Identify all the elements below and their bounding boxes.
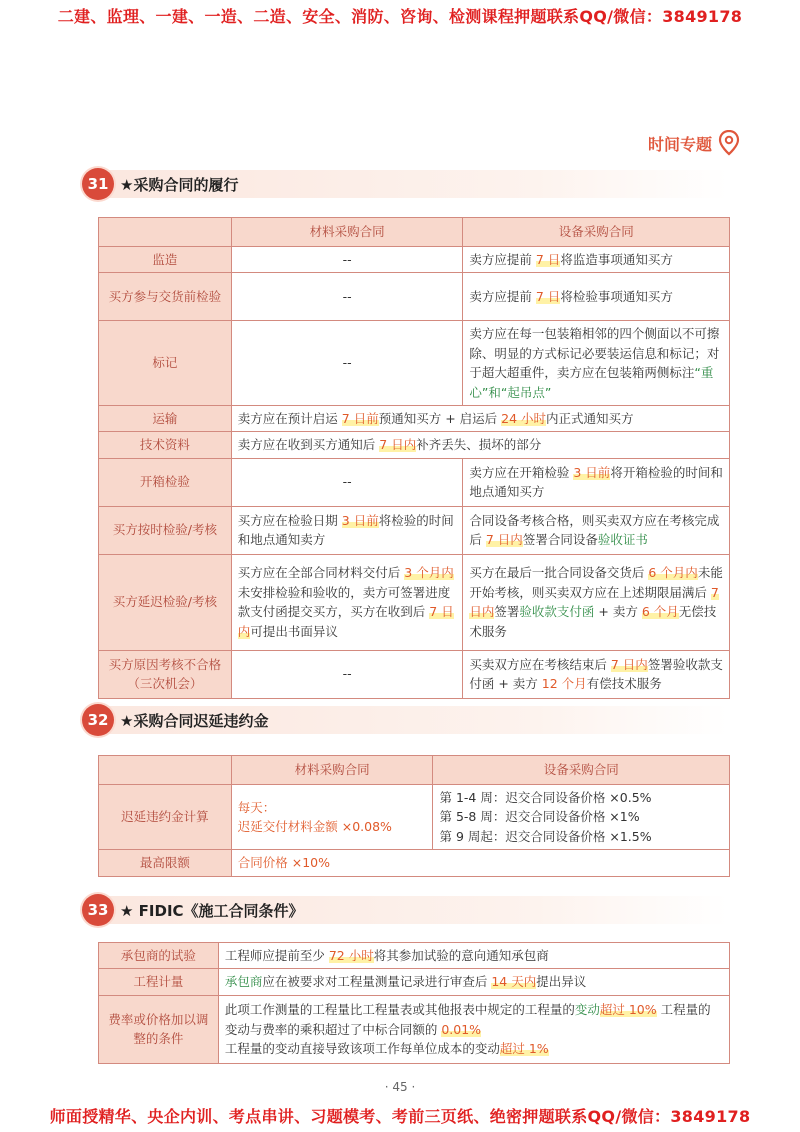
shared-cell: 卖方应在收到买方通知后 7 日内补齐丢失、损坏的部分 bbox=[231, 432, 729, 458]
material-cell bbox=[231, 785, 433, 850]
section-33-header bbox=[88, 896, 728, 924]
table-header-row bbox=[99, 756, 730, 785]
equipment-cell bbox=[433, 785, 730, 850]
table-row bbox=[99, 458, 730, 506]
top-banner: 二建、监理、一建、一造、二造、安全、消防、咨询、检测课程押题联系QQ/微信：3849178 bbox=[57, 7, 743, 26]
equipment-cell: 买方在最后一批合同设备交货后 6 个月内未能开始考核，则买卖双方应在上述期限届满后 7 日内签署验收款支付函 + 卖方 6 个月无偿技术服务 bbox=[463, 554, 730, 650]
section-title: ★采购合同迟延违约金 bbox=[120, 711, 269, 730]
row-label: 买方延迟检验/考核 bbox=[99, 554, 232, 650]
purchase-contract-performance-table bbox=[98, 217, 730, 699]
material-cell: -- bbox=[231, 321, 463, 406]
table-row bbox=[99, 247, 730, 273]
row-label: 最高限额 bbox=[99, 850, 232, 876]
equipment-cell: 卖方应提前 7 日将监造事项通知买方 bbox=[463, 247, 730, 273]
value-cell: 承包商应在被要求对工程量测量记录进行审查后 14 天内提出异议 bbox=[218, 969, 729, 995]
delay-penalty-table bbox=[98, 755, 730, 877]
penalty-material-formula: 迟延交付材料金额 ×0.08% bbox=[237, 819, 392, 835]
section-number-badge: 31 bbox=[82, 168, 114, 200]
row-label: 技术资料 bbox=[99, 432, 232, 458]
table-row bbox=[99, 969, 730, 995]
topic-label: 时间专题 bbox=[647, 134, 712, 154]
table-row bbox=[99, 432, 730, 458]
col-header: 材料采购合同 bbox=[231, 218, 463, 247]
equipment-cell: 卖方应在每一包装箱相邻的四个侧面以不可擦除、明显的方式标记必要装运信息和标记；对于超大超重件，卖方应在包装箱两侧标注“重心”和“起吊点” bbox=[463, 321, 730, 406]
col-header: 材料采购合同 bbox=[231, 756, 433, 785]
penalty-daily-label: 每天： bbox=[237, 799, 276, 815]
material-cell: 买方应在全部合同材料交付后 3 个月内未安排检验和验收的，卖方可签署进度款支付函提交买方，买方在收到后 7 日内可提出书面异议 bbox=[231, 554, 463, 650]
material-cell: -- bbox=[231, 247, 463, 273]
corner-cell bbox=[99, 756, 232, 785]
fidic-table bbox=[98, 942, 730, 1064]
col-header: 设备采购合同 bbox=[433, 756, 730, 785]
equipment-cell: 卖方应提前 7 日将检验事项通知买方 bbox=[463, 273, 730, 321]
table-row bbox=[99, 650, 730, 698]
max-limit-value: 合同价格 ×10% bbox=[231, 850, 729, 876]
section-number-badge: 33 bbox=[82, 894, 114, 926]
row-label: 标记 bbox=[99, 321, 232, 406]
shared-cell: 卖方应在预计启运 7 日前预通知买方 + 启运后 24 小时内正式通知买方 bbox=[231, 405, 729, 431]
adjust-condition-2: 工程量的变动直接导致该项工作每单位成本的变动超过 1% bbox=[224, 1040, 549, 1056]
equipment-cell: 合同设备考核合格，则买卖双方应在考核完成后 7 日内签署合同设备验收证书 bbox=[463, 506, 730, 554]
row-label: 买方按时检验/考核 bbox=[99, 506, 232, 554]
location-pin-icon bbox=[718, 130, 740, 156]
value-cell: 工程师应提前至少 72 小时将其参加试验的意向通知承包商 bbox=[218, 943, 729, 969]
row-label: 监造 bbox=[99, 247, 232, 273]
table-header-row bbox=[99, 218, 730, 247]
corner-cell bbox=[99, 218, 232, 247]
section-31-header bbox=[88, 170, 728, 198]
bottom-banner: 师面授精华、央企内训、考点串讲、习题模考、考前三页纸、绝密押题联系QQ/微信：3849178 bbox=[49, 1107, 751, 1126]
row-label: 运输 bbox=[99, 405, 232, 431]
row-label: 费率或价格加以调整的条件 bbox=[99, 995, 219, 1063]
col-header: 设备采购合同 bbox=[463, 218, 730, 247]
table-row bbox=[99, 321, 730, 406]
material-cell: -- bbox=[231, 458, 463, 506]
page-number: · 45 · bbox=[384, 1080, 416, 1094]
material-cell: 买方应在检验日期 3 日前将检验的时间和地点通知卖方 bbox=[231, 506, 463, 554]
equipment-cell: 买卖双方应在考核结束后 7 日内签署验收款支付函 + 卖方 12 个月有偿技术服务 bbox=[463, 650, 730, 698]
table-row bbox=[99, 273, 730, 321]
table-row bbox=[99, 850, 730, 876]
material-cell: -- bbox=[231, 273, 463, 321]
section-32-header bbox=[88, 706, 728, 734]
table-row bbox=[99, 554, 730, 650]
row-label: 买方原因考核不合格（三次机会） bbox=[99, 650, 232, 698]
row-label: 工程计量 bbox=[99, 969, 219, 995]
table-row bbox=[99, 785, 730, 850]
section-number-badge: 32 bbox=[82, 704, 114, 736]
table-row bbox=[99, 405, 730, 431]
penalty-week-9: 第 9 周起：迟交合同设备价格 ×1.5% bbox=[439, 828, 652, 844]
penalty-week-5-8: 第 5-8 周：迟交合同设备价格 ×1% bbox=[439, 809, 640, 825]
section-title: ★采购合同的履行 bbox=[120, 175, 239, 194]
equipment-cell: 卖方应在开箱检验 3 日前将开箱检验的时间和地点通知买方 bbox=[463, 458, 730, 506]
table-row bbox=[99, 995, 730, 1063]
table-row bbox=[99, 943, 730, 969]
material-cell: -- bbox=[231, 650, 463, 698]
row-label: 迟延违约金计算 bbox=[99, 785, 232, 850]
penalty-week-1-4: 第 1-4 周：迟交合同设备价格 ×0.5% bbox=[439, 790, 652, 805]
row-label: 开箱检验 bbox=[99, 458, 232, 506]
table-row bbox=[99, 506, 730, 554]
value-cell bbox=[218, 995, 729, 1063]
row-label: 承包商的试验 bbox=[99, 943, 219, 969]
row-label: 买方参与交货前检验 bbox=[99, 273, 232, 321]
adjust-condition-1: 此项工作测量的工程量比工程量表或其他报表中规定的工程量的变动超过 10% 工程量的变动与费率的乘积超过了中标合同额的 0.01% bbox=[224, 1002, 711, 1037]
topic-header bbox=[648, 130, 740, 156]
section-title: ★ FIDIC《施工合同条件》 bbox=[120, 901, 304, 920]
